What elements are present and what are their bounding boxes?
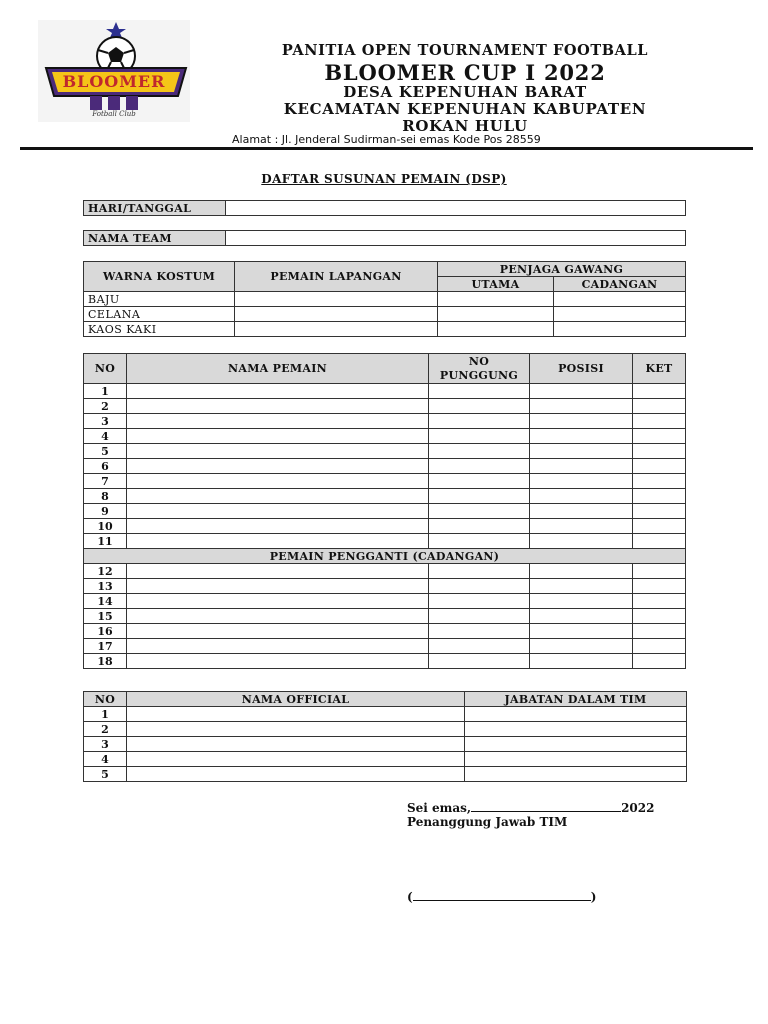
entry-cell[interactable]	[429, 564, 530, 579]
row-number: 12	[84, 564, 127, 579]
entry-cell[interactable]	[465, 737, 687, 752]
player-row	[84, 504, 686, 519]
player-row	[84, 399, 686, 414]
official-no-header: NO	[84, 692, 127, 707]
entry-cell[interactable]	[633, 594, 686, 609]
entry-cell[interactable]	[127, 654, 429, 669]
row-number: 16	[84, 624, 127, 639]
kit-row	[84, 307, 686, 322]
committee-name: PANITIA OPEN TOURNAMENT FOOTBALL	[281, 42, 649, 59]
entry-cell[interactable]	[633, 459, 686, 474]
row-number: 10	[84, 519, 127, 534]
substitutes-header: PEMAIN PENGGANTI (CADANGAN)	[84, 549, 686, 564]
date-blank[interactable]	[471, 800, 621, 812]
entry-cell[interactable]	[633, 564, 686, 579]
entry-cell[interactable]	[633, 429, 686, 444]
substitute-row	[84, 624, 686, 639]
entry-cell[interactable]	[633, 489, 686, 504]
entry-cell[interactable]	[429, 429, 530, 444]
entry-cell[interactable]	[127, 624, 429, 639]
entry-cell[interactable]	[429, 609, 530, 624]
entry-cell[interactable]	[465, 722, 687, 737]
entry-cell[interactable]	[633, 474, 686, 489]
row-number: 5	[84, 767, 127, 782]
entry-cell[interactable]	[127, 504, 429, 519]
entry-cell[interactable]	[530, 459, 633, 474]
substitute-player-rows	[84, 564, 686, 669]
entry-cell[interactable]	[633, 519, 686, 534]
kit-cell[interactable]	[554, 292, 686, 307]
kit-cell[interactable]	[438, 292, 554, 307]
entry-cell[interactable]	[465, 707, 687, 722]
kit-cell[interactable]	[438, 322, 554, 337]
team-table	[83, 230, 686, 246]
kit-row	[84, 322, 686, 337]
entry-cell[interactable]	[530, 654, 633, 669]
entry-cell[interactable]	[530, 414, 633, 429]
signature-role: Penanggung Jawab TIM	[407, 815, 568, 829]
kit-cell[interactable]	[235, 292, 438, 307]
entry-cell[interactable]	[530, 624, 633, 639]
row-number: 9	[84, 504, 127, 519]
officials-table	[83, 691, 687, 782]
substitute-row	[84, 594, 686, 609]
entry-cell[interactable]	[530, 444, 633, 459]
official-name-header: NAMA OFFICIAL	[127, 692, 465, 707]
official-row	[84, 707, 687, 722]
signature-date-line	[407, 800, 654, 815]
substitute-row	[84, 579, 686, 594]
entry-cell[interactable]	[530, 504, 633, 519]
open-paren: (	[407, 890, 413, 904]
official-row	[84, 767, 687, 782]
entry-cell[interactable]	[429, 504, 530, 519]
entry-cell[interactable]	[127, 399, 429, 414]
entry-cell[interactable]	[127, 429, 429, 444]
goalkeeper-main-header: UTAMA	[438, 277, 554, 292]
entry-cell[interactable]	[127, 459, 429, 474]
row-number: 4	[84, 429, 127, 444]
entry-cell[interactable]	[530, 594, 633, 609]
kit-cell[interactable]	[554, 307, 686, 322]
entry-cell[interactable]	[127, 519, 429, 534]
row-number: 6	[84, 459, 127, 474]
entry-cell[interactable]	[465, 767, 687, 782]
kit-item-label: BAJU	[84, 292, 235, 307]
entry-cell[interactable]	[429, 519, 530, 534]
entry-cell[interactable]	[127, 414, 429, 429]
date-table	[83, 200, 686, 216]
kit-cell[interactable]	[554, 322, 686, 337]
row-number: 13	[84, 579, 127, 594]
entry-cell[interactable]	[530, 474, 633, 489]
row-number: 3	[84, 737, 127, 752]
entry-cell[interactable]	[127, 639, 429, 654]
tournament-name: BLOOMER CUP I 2022	[324, 60, 606, 85]
entry-cell[interactable]	[633, 534, 686, 549]
entry-cell[interactable]	[127, 534, 429, 549]
goalkeeper-reserve-header: CADANGAN	[554, 277, 686, 292]
entry-cell[interactable]	[530, 579, 633, 594]
row-number: 14	[84, 594, 127, 609]
field-player-header: PEMAIN LAPANGAN	[235, 262, 438, 292]
entry-cell[interactable]	[127, 737, 465, 752]
date-label: HARI/TANGGAL	[84, 201, 226, 216]
entry-cell[interactable]	[633, 654, 686, 669]
regency-name: ROKAN HULU	[402, 117, 528, 135]
entry-cell[interactable]	[429, 534, 530, 549]
official-row	[84, 752, 687, 767]
entry-cell[interactable]	[633, 399, 686, 414]
player-row	[84, 459, 686, 474]
entry-cell[interactable]	[530, 429, 633, 444]
entry-cell[interactable]	[127, 707, 465, 722]
entry-cell[interactable]	[530, 384, 633, 399]
kit-item-label: CELANA	[84, 307, 235, 322]
player-row	[84, 474, 686, 489]
row-number: 8	[84, 489, 127, 504]
substitute-row	[84, 654, 686, 669]
entry-cell[interactable]	[633, 384, 686, 399]
row-number: 5	[84, 444, 127, 459]
entry-cell[interactable]	[429, 459, 530, 474]
player-row	[84, 429, 686, 444]
document-title: DAFTAR SUSUNAN PEMAIN (DSP)	[261, 172, 507, 186]
entry-cell[interactable]	[633, 624, 686, 639]
kit-item-label: KAOS KAKI	[84, 322, 235, 337]
row-number: 2	[84, 722, 127, 737]
official-rows	[84, 707, 687, 782]
kit-cell[interactable]	[438, 307, 554, 322]
entry-cell[interactable]	[127, 474, 429, 489]
entry-cell[interactable]	[633, 609, 686, 624]
row-number: 1	[84, 707, 127, 722]
row-number: 3	[84, 414, 127, 429]
entry-cell[interactable]	[429, 384, 530, 399]
logo-subtitle: Fotball Club	[92, 110, 136, 118]
entry-cell[interactable]	[465, 752, 687, 767]
entry-cell[interactable]	[530, 519, 633, 534]
substitute-row	[84, 564, 686, 579]
official-row	[84, 722, 687, 737]
entry-cell[interactable]	[429, 444, 530, 459]
signature-name-blank[interactable]	[413, 889, 591, 901]
player-row	[84, 384, 686, 399]
player-row	[84, 534, 686, 549]
official-row	[84, 737, 687, 752]
entry-cell[interactable]	[127, 767, 465, 782]
row-number: 7	[84, 474, 127, 489]
entry-cell[interactable]	[429, 399, 530, 414]
entry-cell[interactable]	[429, 474, 530, 489]
team-field[interactable]	[226, 231, 686, 246]
substitute-row	[84, 609, 686, 624]
note-header: KET	[633, 354, 686, 384]
substitute-row	[84, 639, 686, 654]
entry-cell[interactable]	[127, 564, 429, 579]
entry-cell[interactable]	[429, 594, 530, 609]
signature-name-line	[407, 889, 596, 904]
entry-cell[interactable]	[127, 384, 429, 399]
entry-cell[interactable]	[633, 504, 686, 519]
position-header: POSISI	[530, 354, 633, 384]
logo-wordmark: BLOOMER	[62, 72, 166, 91]
players-table	[83, 353, 686, 669]
entry-cell[interactable]	[429, 639, 530, 654]
row-number: 17	[84, 639, 127, 654]
row-number: 1	[84, 384, 127, 399]
entry-cell[interactable]	[530, 534, 633, 549]
row-number: 15	[84, 609, 127, 624]
close-paren: )	[590, 890, 597, 904]
entry-cell[interactable]	[429, 654, 530, 669]
kit-cell[interactable]	[235, 322, 438, 337]
player-name-header: NAMA PEMAIN	[127, 354, 429, 384]
player-row	[84, 489, 686, 504]
entry-cell[interactable]	[127, 579, 429, 594]
entry-cell[interactable]	[429, 489, 530, 504]
entry-cell[interactable]	[633, 444, 686, 459]
kit-color-header: WARNA KOSTUM	[84, 262, 235, 292]
club-logo	[38, 20, 190, 122]
player-row	[84, 519, 686, 534]
signature-place: Sei emas,	[407, 801, 472, 815]
entry-cell[interactable]	[127, 594, 429, 609]
entry-cell[interactable]	[530, 564, 633, 579]
address: Alamat : Jl. Jenderal Sudirman-sei emas Kode Pos 28559	[232, 133, 541, 146]
team-label: NAMA TEAM	[84, 231, 226, 246]
player-no-header: NO	[84, 354, 127, 384]
entry-cell[interactable]	[530, 489, 633, 504]
back-number-header-line1: NO	[468, 354, 490, 368]
entry-cell[interactable]	[429, 579, 530, 594]
goalkeeper-header: PENJAGA GAWANG	[438, 262, 686, 277]
header-divider	[20, 147, 753, 150]
row-number: 11	[84, 534, 127, 549]
player-row	[84, 444, 686, 459]
village-name: DESA KEPENUHAN BARAT	[343, 83, 587, 101]
entry-cell[interactable]	[530, 399, 633, 414]
official-role-header: JABATAN DALAM TIM	[465, 692, 687, 707]
entry-cell[interactable]	[530, 639, 633, 654]
entry-cell[interactable]	[633, 639, 686, 654]
entry-cell[interactable]	[429, 414, 530, 429]
entry-cell[interactable]	[530, 609, 633, 624]
kit-row	[84, 292, 686, 307]
player-row	[84, 414, 686, 429]
entry-cell[interactable]	[429, 624, 530, 639]
kit-cell[interactable]	[235, 307, 438, 322]
entry-cell[interactable]	[633, 579, 686, 594]
entry-cell[interactable]	[127, 489, 429, 504]
entry-cell[interactable]	[633, 414, 686, 429]
row-number: 2	[84, 399, 127, 414]
entry-cell[interactable]	[127, 752, 465, 767]
back-number-header	[429, 354, 530, 384]
main-player-rows	[84, 384, 686, 549]
row-number: 18	[84, 654, 127, 669]
kit-table	[83, 261, 686, 337]
district-name: KECAMATAN KEPENUHAN KABUPATEN	[283, 100, 647, 118]
back-number-header-line2: PUNGGUNG	[439, 368, 519, 382]
date-field[interactable]	[226, 201, 686, 216]
signature-year: 2022	[621, 801, 655, 815]
entry-cell[interactable]	[127, 722, 465, 737]
row-number: 4	[84, 752, 127, 767]
entry-cell[interactable]	[127, 609, 429, 624]
entry-cell[interactable]	[127, 444, 429, 459]
